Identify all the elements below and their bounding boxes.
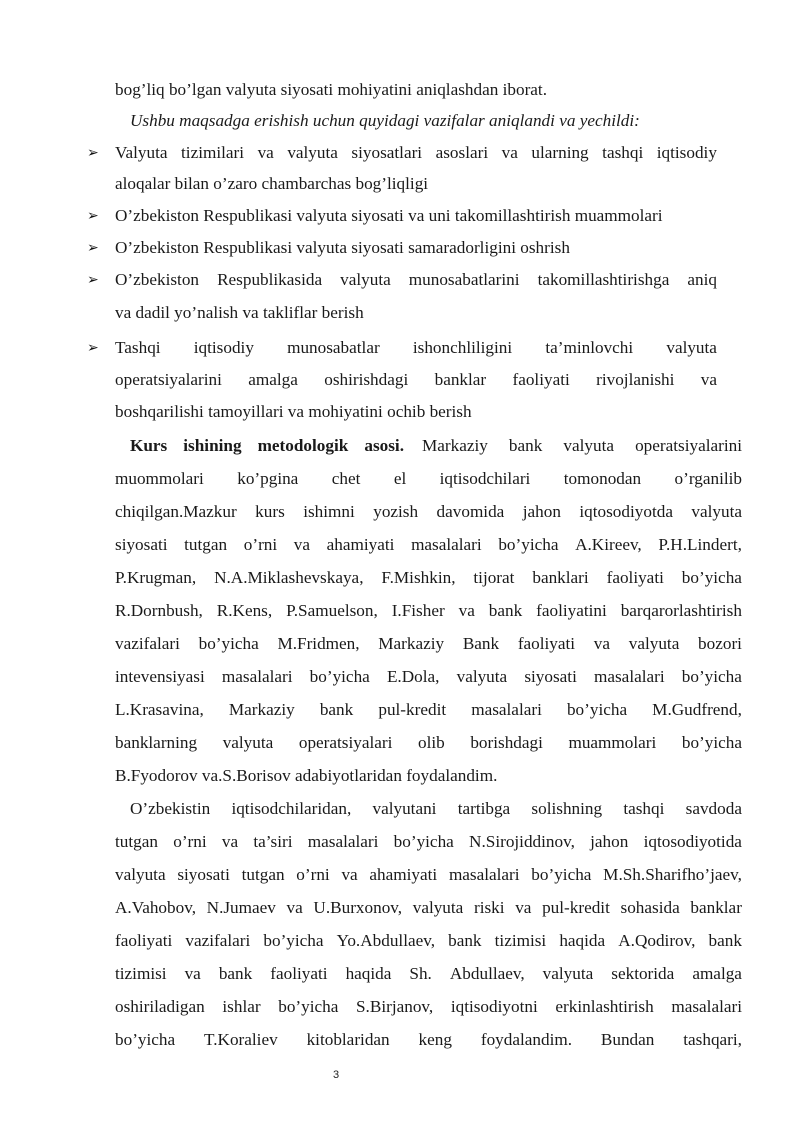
text-line: [115, 931, 742, 951]
word: Markaziy: [378, 634, 445, 653]
word: banklari: [532, 568, 589, 587]
word: O’zbekiston: [115, 270, 200, 289]
word: N.A.Miklashevskaya,: [214, 568, 364, 587]
word: davomida: [436, 502, 505, 521]
word: masalalari: [594, 667, 665, 686]
word: operatsiyalarini: [635, 436, 742, 455]
word: siyosatlari: [351, 143, 423, 162]
text-line: [115, 733, 742, 753]
word: A.Qodirov,: [618, 931, 696, 950]
word: R.Kens,: [216, 601, 273, 620]
arrowhead-bullet-icon: ➢: [87, 240, 99, 256]
task-item-4-cont: va dadil yo’nalish va takliflar berish: [115, 303, 364, 322]
text-line: B.Fyodorov va.S.Borisov adabiyotlaridan foydalandim.: [115, 766, 498, 785]
word: Bundan: [600, 1030, 655, 1049]
text-line: [115, 535, 742, 555]
word: amalga: [248, 370, 298, 389]
word: Yo.Abdullaev,: [336, 931, 435, 950]
word: valyuta: [222, 733, 274, 752]
text-line: [115, 898, 742, 918]
text-line: [115, 568, 742, 588]
word: savdoda: [685, 799, 742, 818]
word: bo’yicha: [309, 667, 370, 686]
word: bo’yicha: [278, 997, 339, 1016]
word: faoliyati: [606, 568, 664, 587]
word: oshirishdagi: [324, 370, 409, 389]
word: va: [184, 964, 201, 983]
text-segment: [422, 436, 742, 456]
text-line: [115, 997, 742, 1017]
word: yozish: [373, 502, 419, 521]
word: ishlar: [222, 997, 261, 1016]
word: valyutani: [372, 799, 437, 818]
word: riski: [473, 898, 505, 917]
word: bank: [448, 931, 482, 950]
word: bank: [488, 601, 523, 620]
word: valyuta: [542, 964, 594, 983]
word: A.Kireev,: [575, 535, 642, 554]
word: faoliyati: [115, 931, 173, 950]
word: erkinlashtirish: [555, 997, 654, 1016]
word: iqtisodchilari: [439, 469, 531, 488]
arrowhead-bullet-icon: ➢: [87, 340, 99, 356]
word: vazifalari: [185, 931, 251, 950]
word: ko’pgina: [237, 469, 299, 488]
task-item-2: O’zbekiston Respublikasi valyuta siyosati va uni takomillashtirish muammolari: [115, 206, 663, 225]
word: bo’yicha: [681, 667, 742, 686]
word: masalalari: [448, 865, 520, 884]
word: bo’yicha: [681, 733, 742, 752]
word: valyuta: [340, 270, 391, 289]
word: el: [393, 469, 407, 488]
word: bank: [319, 700, 354, 719]
word: aniq: [687, 270, 717, 289]
word: ahamiyati: [369, 865, 438, 884]
word: va: [293, 535, 311, 554]
word: chiqilgan.Mazkur: [115, 502, 237, 521]
word: intevensiyasi: [115, 667, 205, 686]
word: siyosati: [177, 865, 230, 884]
word: munosabatlarini: [408, 270, 520, 289]
word: asoslari: [435, 143, 489, 162]
word: va: [458, 601, 475, 620]
word: jahon: [522, 502, 561, 521]
tasks-intro-line: Ushbu maqsadga erishish uchun quyidagi vazifalar aniqlandi va yechildi:: [130, 111, 640, 130]
word: bank: [708, 931, 742, 950]
word: I.Fisher: [391, 601, 445, 620]
word: iqtisodiyotni: [450, 997, 538, 1016]
word: o’rni: [296, 865, 330, 884]
word: masalalari: [221, 667, 293, 686]
word: rivojlanishi: [596, 370, 675, 389]
task-item-4: [115, 270, 717, 290]
word: tashqari,: [683, 1030, 742, 1049]
page-number: 3: [332, 1069, 340, 1081]
word: ahamiyati: [326, 535, 395, 554]
word: iqtisodiy: [193, 338, 254, 357]
word: metodologik: [257, 436, 349, 455]
word: valyuta: [456, 667, 508, 686]
word: bo’yicha: [498, 535, 559, 554]
word: bo’yicha: [115, 1030, 176, 1049]
word: faoliyati: [512, 370, 570, 389]
word: pul-kredit: [542, 898, 610, 917]
word: Sh.: [409, 964, 432, 983]
text-line: [115, 964, 742, 984]
word: va: [286, 898, 303, 917]
word: sektorida: [611, 964, 675, 983]
word: operatsiyalarini: [115, 370, 222, 389]
word: tartibga: [457, 799, 511, 818]
word: valyuta: [691, 502, 742, 521]
word: U.Burxonov,: [313, 898, 403, 917]
word: va: [501, 143, 518, 162]
word: solishning: [531, 799, 603, 818]
text-line: [115, 700, 742, 720]
word: oshiriladigan: [115, 997, 205, 1016]
word: kurs: [255, 502, 285, 521]
word: masalalari: [671, 997, 742, 1016]
word: o’rni: [173, 832, 207, 851]
word: faoliyati: [270, 964, 328, 983]
task-item-3: O’zbekiston Respublikasi valyuta siyosati samaradorligini oshrish: [115, 238, 570, 257]
word: tizimisi: [494, 931, 547, 950]
word: iqtosodiyotida: [643, 832, 742, 851]
word: siyosati: [115, 535, 168, 554]
word: tomonodan: [563, 469, 642, 488]
word: barqarorlashtirish: [620, 601, 742, 620]
word: foydalandim.: [480, 1030, 573, 1049]
word: iqtosodiyotda: [579, 502, 673, 521]
word: N.Jumaev: [206, 898, 276, 917]
text-line: [115, 1030, 742, 1050]
word: valyuta: [666, 338, 717, 357]
task-item-5-cont: boshqarilishi tamoyillari va mohiyatini ochib berish: [115, 402, 472, 421]
word: bo’yicha: [393, 832, 454, 851]
word: muammolari: [568, 733, 657, 752]
word: va: [257, 143, 274, 162]
word: o’rganilib: [674, 469, 742, 488]
word: Respublikasida: [217, 270, 323, 289]
word: muommolari: [115, 469, 204, 488]
word: valyuta: [563, 436, 614, 455]
word: E.Dola,: [386, 667, 440, 686]
text-line: bog’liq bo’lgan valyuta siyosati mohiyatini aniqlashdan iborat.: [115, 80, 547, 99]
text-line: [115, 865, 742, 885]
word: banklar: [434, 370, 487, 389]
word: borishdagi: [470, 733, 543, 752]
word: masalalari: [411, 535, 482, 554]
word: ta’minlovchi: [545, 338, 634, 357]
word: takomillashtirishga: [537, 270, 670, 289]
word: N.Sirojiddinov,: [469, 832, 575, 851]
word: A.Vahobov,: [115, 898, 196, 917]
word: bank: [218, 964, 253, 983]
task-item-1: [115, 143, 717, 163]
word: ishonchliligini: [412, 338, 513, 357]
arrowhead-bullet-icon: ➢: [87, 145, 99, 161]
word: chet: [331, 469, 361, 488]
word: bo’yicha: [681, 568, 742, 587]
word: banklar: [690, 898, 742, 917]
word: valyuta: [115, 865, 166, 884]
word: valyuta: [287, 143, 338, 162]
word: valyuta: [412, 898, 464, 917]
word: M.Sh.Sharifho’jaev,: [603, 865, 742, 884]
text-line: [115, 502, 742, 522]
task-item-1-cont: aloqalar bilan o’zaro chambarchas bog’liqligi: [115, 174, 429, 193]
word: operatsiyalari: [298, 733, 393, 752]
word: L.Krasavina,: [115, 700, 204, 719]
methodology-line: [130, 436, 742, 456]
methodology-heading: [130, 436, 404, 456]
word: va: [515, 898, 532, 917]
word: tutgan: [184, 535, 228, 554]
word: va: [700, 370, 717, 389]
word: va: [341, 865, 358, 884]
word: Markaziy: [422, 436, 488, 455]
word: vazifalari: [115, 634, 180, 653]
word: iqtisodchilaridan,: [231, 799, 352, 818]
word: haqida: [345, 964, 392, 983]
word: bank: [508, 436, 543, 455]
word: faoliyatini: [536, 601, 607, 620]
word: tizimisi: [115, 964, 167, 983]
word: sohasida: [620, 898, 680, 917]
word: keng: [418, 1030, 452, 1049]
word: masalalari: [307, 832, 379, 851]
word: M.Fridmen,: [277, 634, 360, 653]
word: va: [221, 832, 239, 851]
word: P.H.Lindert,: [658, 535, 742, 554]
word: faoliyati: [517, 634, 576, 653]
text-line: [115, 832, 742, 852]
word: Bank: [462, 634, 500, 653]
word: tashqi: [623, 799, 665, 818]
word: jahon: [590, 832, 629, 851]
word: bo’yicha: [531, 865, 592, 884]
word: Markaziy: [228, 700, 295, 719]
word: Valyuta: [115, 143, 168, 162]
text-line: [115, 601, 742, 621]
word: pul-kredit: [378, 700, 447, 719]
word: va: [593, 634, 611, 653]
word: olib: [417, 733, 445, 752]
word: bo’yicha: [263, 931, 324, 950]
word: bo’yicha: [198, 634, 259, 653]
word: munosabatlar: [287, 338, 380, 357]
word: asosi.: [364, 436, 404, 455]
word: valyuta: [628, 634, 680, 653]
arrowhead-bullet-icon: ➢: [87, 272, 99, 288]
word: kitoblaridan: [306, 1030, 390, 1049]
text-line: [130, 799, 742, 819]
word: P.Krugman,: [115, 568, 197, 587]
word: S.Birjanov,: [356, 997, 434, 1016]
arrowhead-bullet-icon: ➢: [87, 208, 99, 224]
word: haqida: [559, 931, 606, 950]
text-line: [115, 469, 742, 489]
word: Kurs: [130, 436, 168, 455]
word: tutgan: [115, 832, 158, 851]
word: siyosati: [524, 667, 577, 686]
word: F.Mishkin,: [381, 568, 456, 587]
text-line: [115, 634, 742, 654]
word: tutgan: [241, 865, 285, 884]
word: T.Koraliev: [204, 1030, 278, 1049]
word: bozori: [698, 634, 742, 653]
word: ishimni: [303, 502, 355, 521]
word: M.Gudfrend,: [652, 700, 742, 719]
word: P.Samuelson,: [286, 601, 378, 620]
word: tashqi: [602, 143, 644, 162]
word: masalalari: [471, 700, 542, 719]
word: amalga: [692, 964, 742, 983]
word: o’rni: [243, 535, 278, 554]
word: Tashqi: [115, 338, 161, 357]
word: bo’yicha: [566, 700, 628, 719]
word: iqtisodiy: [656, 143, 717, 162]
task-item-5: [115, 338, 717, 358]
word: ishining: [183, 436, 242, 455]
word: banklarning: [115, 733, 198, 752]
word: tijorat: [473, 568, 515, 587]
task-item-5-cont: [115, 370, 717, 390]
word: R.Dornbush,: [115, 601, 203, 620]
word: tizimilari: [181, 143, 245, 162]
word: O’zbekistin: [130, 799, 211, 818]
word: Abdullaev,: [449, 964, 525, 983]
text-line: [115, 667, 742, 687]
word: ta’siri: [253, 832, 293, 851]
word: ularning: [531, 143, 589, 162]
